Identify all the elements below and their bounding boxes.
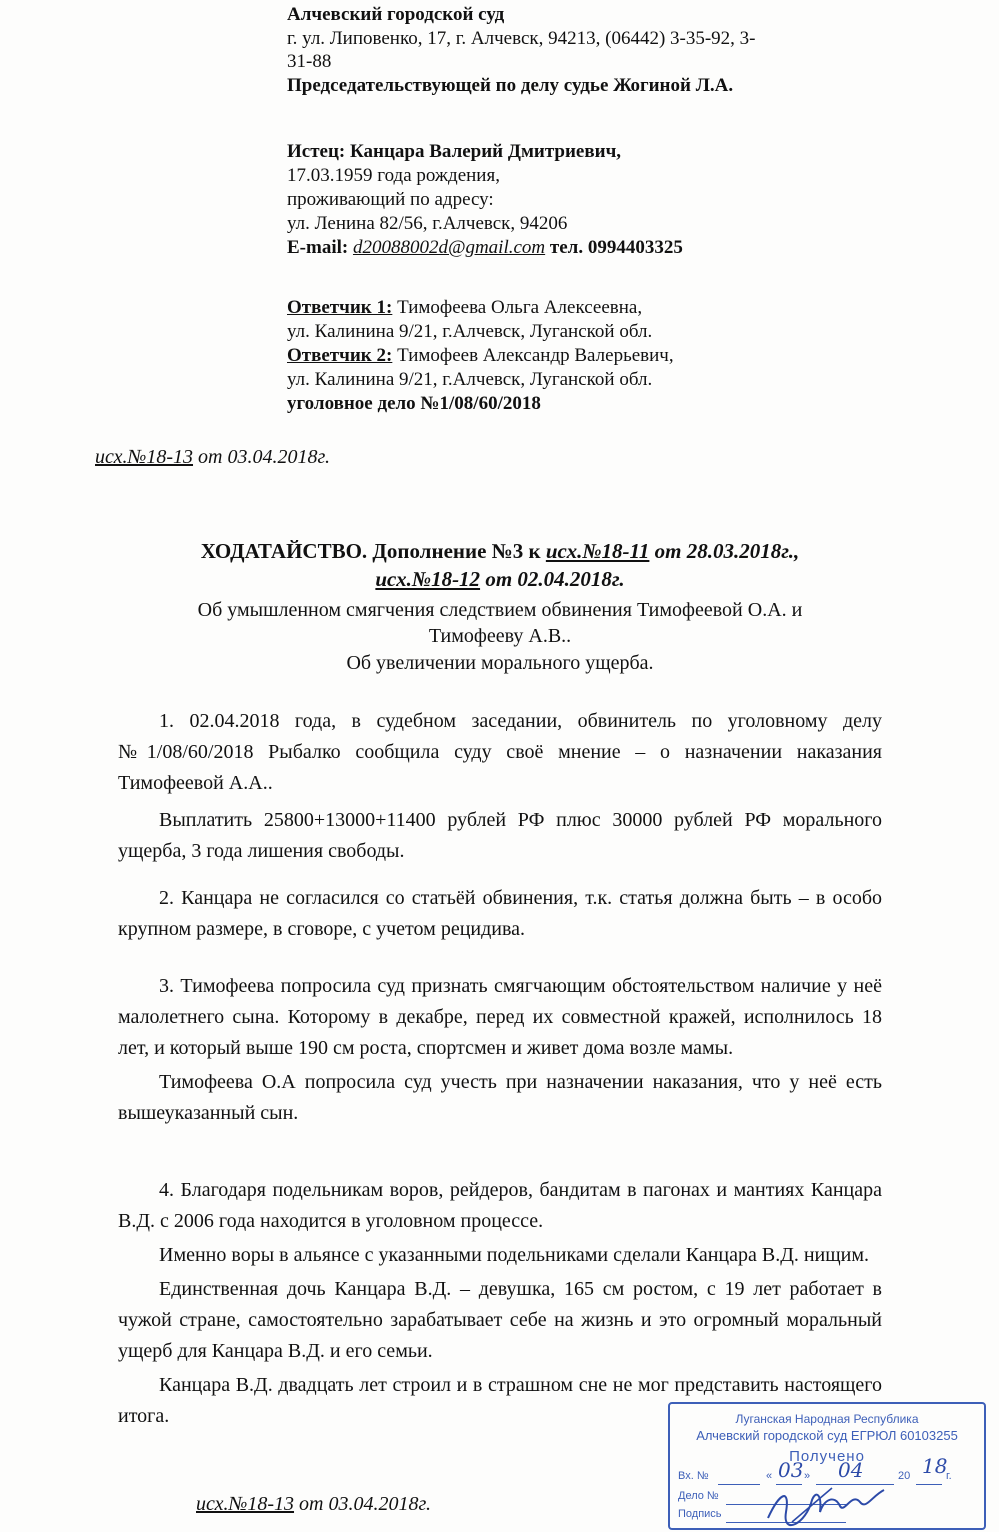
stamp-incoming-label: Вх. № — [678, 1470, 709, 1482]
title-ref1-date: от 28.03.2018г., — [654, 539, 800, 563]
phone: тел. 0994403325 — [549, 237, 683, 258]
respondent-2-name: Тимофеев Александр Валерьевич, — [397, 345, 674, 366]
paragraph-1 — [118, 706, 882, 867]
respondent-1-label: Ответчик 1: — [287, 297, 393, 318]
paragraph-4 — [118, 1175, 882, 1432]
stamp-signature-label: Подпись — [678, 1508, 722, 1520]
stamp-hand-month: 04 — [838, 1458, 864, 1482]
court-address-cont: 31-88 — [287, 51, 332, 72]
plaintiff-living: проживающий по адресу: — [287, 189, 494, 210]
outgoing-reference — [95, 446, 330, 469]
paragraph-3 — [118, 971, 882, 1129]
title-ref2-number: исх.№18-12 — [375, 567, 481, 591]
stamp-case-label: Дело № — [678, 1490, 719, 1502]
respondent-1-address: ул. Калинина 9/21, г.Алчевск, Луганской обл. — [287, 321, 653, 342]
email-link[interactable]: d20088002d@gmail.com — [352, 237, 546, 258]
paragraph-4-text: 4. Благодаря подельникам воров, рейдеров, бандитам в пагонах и мантиях Канцара В.Д. с 2006 года находится в уголовном процессе. — [118, 1179, 882, 1232]
respondent-2-label: Ответчик 2: — [287, 345, 393, 366]
plaintiff-birth: 17.03.1959 года рождения, — [287, 165, 500, 186]
stamp-year-prefix: 20 — [898, 1470, 911, 1482]
subtitle-line1: Об умышленном смягчения следствием обвинения Тимофеевой О.А. и — [197, 599, 803, 621]
petition-title — [40, 537, 960, 565]
handwritten-signature — [762, 1482, 892, 1528]
stamp-hand-year: 18 — [922, 1454, 948, 1478]
petition-title-line2 — [40, 565, 960, 593]
title-ref1-number: исх.№18-11 — [545, 539, 650, 563]
plaintiff-name: Истец: Канцара Валерий Дмитриевич, — [287, 141, 622, 162]
paragraph-3-text: 3. Тимофеева попросила суд признать смягчающим обстоятельством наличие у неё малолетнего сына. Которому в декабре, перед их совместной кражей, исполнилось 18 лет, и который выше 190 см роста, спортсмен и живет дома возле мамы. — [118, 975, 882, 1059]
respondent-2 — [287, 344, 674, 367]
paragraph-4-daughter: Единственная дочь Канцара В.Д. – девушка, 165 см ростом, с 19 лет работает в чужой стране, самостоятельно зарабатывает себе на жизнь и это огромный моральный ущерб для Канцара В.Д. и его семьи. — [118, 1278, 882, 1362]
stamp-year-end: г. — [946, 1470, 952, 1482]
title-ref2-date: от 02.04.2018г. — [485, 567, 625, 591]
stamp-republic: Луганская Народная Республика — [735, 1412, 919, 1426]
court-address: г. ул. Липовенко, 17, г. Алчевск, 94213, (06442) 3-35-92, 3- — [287, 28, 756, 49]
paragraph-1-amounts: Выплатить 25800+13000+11400 рублей РФ плюс 30000 рублей РФ морального ущерба, 3 года лишения свободы. — [118, 809, 882, 862]
respondent-1-name: Тимофеева Ольга Алексеевна, — [397, 297, 643, 318]
paragraph-2-text: 2. Канцара не согласился со статьёй обвинения, т.к. статья должна быть – в особо крупном размере, в сговоре, с учетом рецидива. — [118, 887, 882, 940]
contact-line — [287, 236, 683, 259]
outgoing-ref-number: исх.№18-13 — [95, 446, 194, 468]
paragraph-1-text: 1. 02.04.2018 года, в судебном заседании, обвинитель по уголовному делу №1/08/60/2018 Рыбалко сообщила суду своё мнение – о назначении наказания Тимофеевой А.А.. — [118, 710, 882, 794]
subtitle-line3: Об увеличении морального ущерба. — [346, 652, 654, 674]
respondent-2-address: ул. Калинина 9/21, г.Алчевск, Луганской обл. — [287, 369, 653, 390]
respondent-1 — [287, 296, 642, 319]
title-main: ХОДАТАЙСТВО. Дополнение №3 к — [200, 539, 541, 563]
paragraph-4-poverty: Именно воры в альянсе с указанными подельниками сделали Канцара В.Д. нищим. — [159, 1244, 870, 1266]
stamp-received: Получено — [789, 1448, 865, 1465]
presiding-judge: Председательствующей по делу судье Жогиной Л.А. — [287, 75, 734, 96]
stamp-court: Алчевский городской суд ЕГРЮЛ 60103255 — [696, 1428, 958, 1443]
court-name: Алчевский городской суд — [287, 4, 505, 25]
court-receipt-stamp: Луганская Народная Республика Алчевский городской суд ЕГРЮЛ 60103255 Получено Вх. № « » 20 г. Дело № Подпись 03 04 18 — [668, 1402, 986, 1530]
footer-reference — [196, 1493, 431, 1516]
outgoing-ref-date: от 03.04.2018г. — [198, 446, 330, 468]
stamp-hand-day: 03 — [778, 1458, 804, 1482]
plaintiff-address: ул. Ленина 82/56, г.Алчевск, 94206 — [287, 213, 568, 234]
paragraph-4-conclusion: Канцара В.Д. двадцать лет строил и в страшном сне не мог представить настоящего итога. — [118, 1374, 882, 1427]
paragraph-3-request: Тимофеева О.А попросила суд учесть при назначении наказания, что у неё есть вышеуказанный сын. — [118, 1071, 882, 1124]
footer-ref-number: исх.№18-13 — [196, 1493, 295, 1515]
email-label: E-mail: — [287, 237, 349, 258]
case-number: уголовное дело №1/08/60/2018 — [287, 393, 541, 414]
subtitle-line2: Тимофееву А.В.. — [428, 625, 572, 647]
footer-ref-date: от 03.04.2018г. — [299, 1493, 431, 1515]
paragraph-2 — [118, 883, 882, 945]
